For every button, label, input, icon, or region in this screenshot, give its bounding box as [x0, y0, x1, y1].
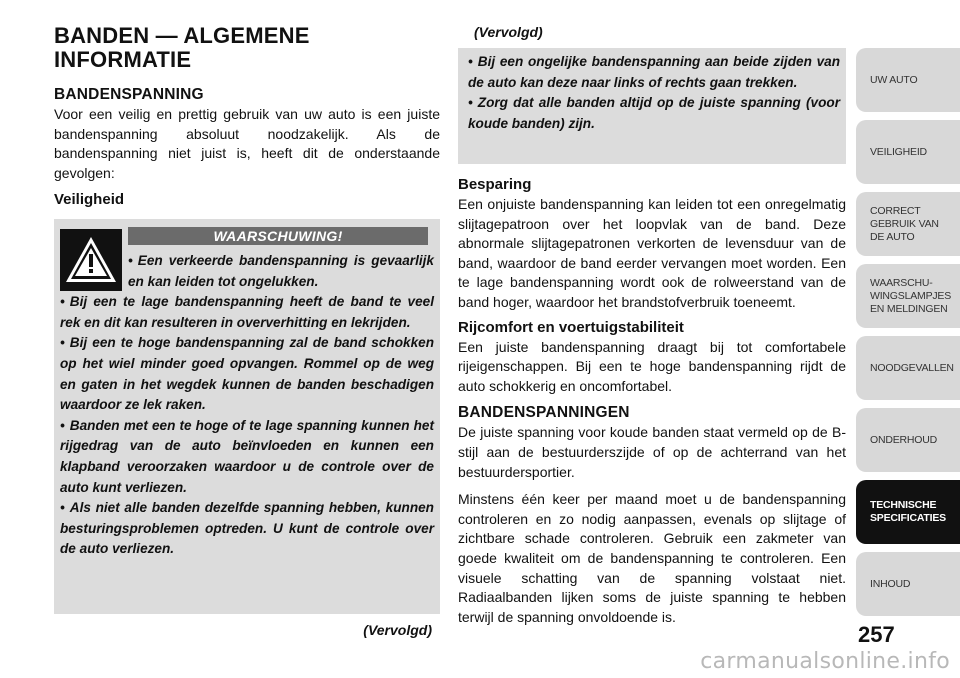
- chapter-tab[interactable]: CORRECT GEBRUIK VAN DE AUTO: [856, 192, 960, 256]
- warning-item-text: Zorg dat alle banden altijd op de juiste spanning (voor koude banden) zijn.: [468, 95, 840, 131]
- section-heading-bandenspanning: BANDENSPANNING: [54, 86, 204, 103]
- intro-paragraph: Voor een veilig en prettig gebruik van uw auto is een juiste bandenspanning absoluut noodzakelijk. Als de bandenspanning niet juist is, heeft dit de onderstaande gevolgen:: [54, 106, 440, 181]
- chapter-tab[interactable]: NOODGEVALLEN: [856, 336, 960, 400]
- body-paragraph: Een juiste bandenspanning draagt bij tot comfortabele rijeigenschappen. Bij een te hoge bandenspanning rijdt de auto schokkerig en oncomfortabel.: [458, 338, 846, 394]
- warning-item-text: Bij een te hoge bandenspanning zal de band schokken op het wiel minder goed opvangen. Rommel op de weg en gaten in het wegdek kunnen de banden beschadigen waardoor ze lek raken.: [60, 335, 434, 413]
- bullet-icon: •: [468, 95, 473, 111]
- body-paragraph: Minstens één keer per maand moet u de bandenspanning controleren en zo nodig aanpassen, evenals op slijtage of zichtbare schade controleren. Gebruik een zakmeter van goede kwaliteit om de bandenspanning te controleren. Een visuele schatting van de spanning volstaat niet. Radiaalbanden lijken soms de juiste spanning te hebben terwijl de spanning onvoldoende is.: [458, 491, 846, 625]
- warning-box: [54, 219, 440, 638]
- section-heading: Besparing: [458, 176, 532, 193]
- bullet-icon: •: [468, 54, 473, 69]
- page-number: 257: [858, 622, 895, 647]
- bullet-icon: •: [60, 417, 65, 433]
- continued-label: (Vervolgd): [363, 622, 432, 638]
- warning-item: [60, 498, 434, 560]
- subheading-veiligheid: Veiligheid: [54, 191, 125, 209]
- warning-header: WAARSCHUWING!: [128, 227, 428, 245]
- warning-item-text: Banden met een te hoge of te lage spanning kunnen het rijgedrag van de auto beïnvloeden en kunnen een klapband veroorzaken waardoor u de controle over de auto kunt verliezen.: [60, 417, 434, 495]
- warning-list: [60, 251, 434, 560]
- warning-list-continued: [468, 52, 840, 134]
- watermark: carmanualsonline.info: [700, 649, 950, 674]
- right-column: [458, 176, 846, 627]
- warning-item-text: Een verkeerde bandenspanning is gevaarlijk en kan leiden tot ongelukken.: [128, 253, 434, 289]
- title-line-1: BANDEN — ALGEMENE: [54, 23, 310, 48]
- warning-item: [60, 333, 434, 415]
- warning-item-text: Bij een ongelijke bandenspanning aan beide zijden van de auto kan deze naar links of rechts gaan trekken.: [468, 54, 840, 90]
- title-line-2: INFORMATIE: [54, 47, 192, 72]
- bullet-icon: •: [60, 335, 65, 351]
- chapter-tab[interactable]: TECHNISCHE SPECIFICATIES: [856, 480, 960, 544]
- page-title: [54, 24, 440, 72]
- continued-top-label: (Vervolgd): [474, 24, 543, 40]
- chapter-tab[interactable]: INHOUD: [856, 552, 960, 616]
- warning-item: [60, 416, 434, 498]
- chapter-tab[interactable]: WAARSCHU- WINGSLAMPJES EN MELDINGEN: [856, 264, 960, 328]
- section-heading: BANDENSPANNINGEN: [458, 404, 630, 422]
- bullet-icon: •: [128, 253, 133, 268]
- chapter-tab[interactable]: VEILIGHEID: [856, 120, 960, 184]
- warning-item-text: Bij een te lage bandenspanning heeft de band te veel rek en dit kan resulteren in oververhitting en lekrijden.: [60, 294, 434, 330]
- left-column: [54, 24, 440, 210]
- body-paragraph: De juiste spanning voor koude banden staat vermeld op de B-stijl aan de bestuurderszijde of op de achterrand van het bestuurdersportier.: [458, 424, 846, 480]
- bullet-icon: •: [60, 294, 65, 310]
- warning-box-continued: [458, 48, 846, 164]
- chapter-tab[interactable]: UW AUTO: [856, 48, 960, 112]
- chapter-tabs: [856, 48, 960, 624]
- warning-item: [468, 52, 840, 93]
- warning-item: [468, 93, 840, 134]
- bullet-icon: •: [60, 500, 65, 516]
- body-paragraph: Een onjuiste bandenspanning kan leiden tot een onregelmatig slijtagepatroon over het loopvlak van de band. Deze abnormale slijtagepatronen verkorten de levensduur van de band, waardoor de band eerder vervangen moet worden. Een te lage bandenspanning wordt ook de rolweerstand van de band hoger, waardoor het brandstofverbruik toeneemt.: [458, 196, 846, 310]
- warning-item: [60, 292, 434, 333]
- warning-item-text: Als niet alle banden dezelfde spanning hebben, kunnen besturingsproblemen optreden. U kunt de controle over de auto verliezen.: [60, 500, 434, 557]
- chapter-tab[interactable]: ONDERHOUD: [856, 408, 960, 472]
- warning-item: [128, 251, 434, 292]
- section-heading: Rijcomfort en voertuigstabiliteit: [458, 318, 684, 336]
